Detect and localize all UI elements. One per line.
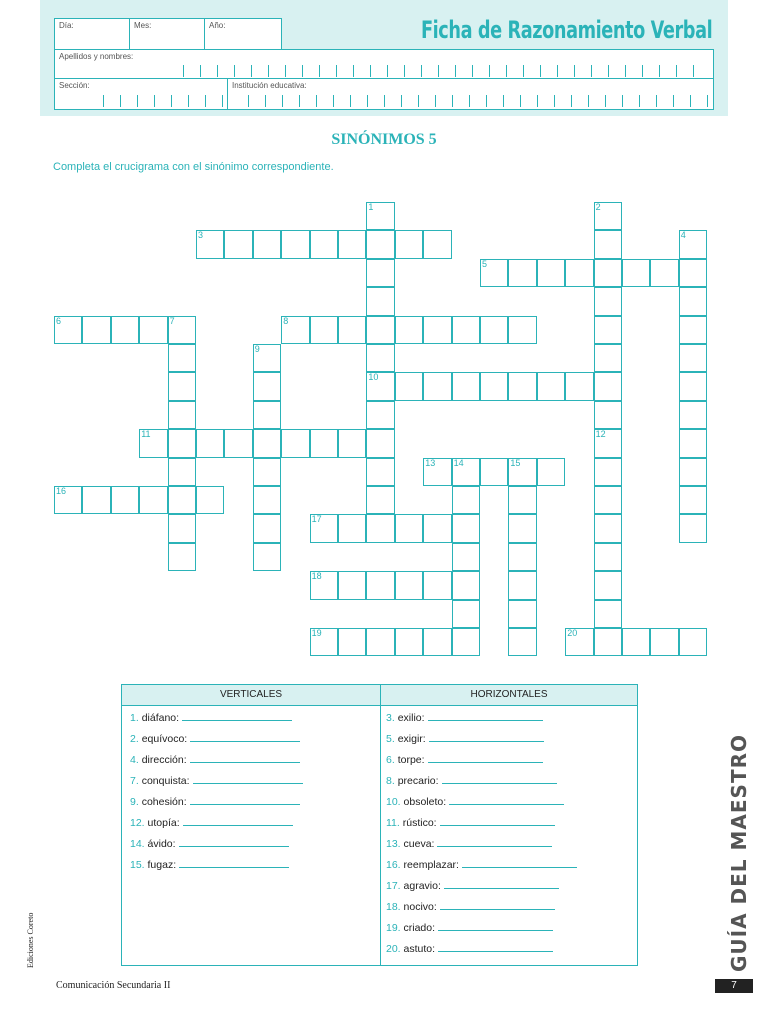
answer-line[interactable] [190, 732, 300, 742]
crossword-cell[interactable] [537, 458, 565, 486]
crossword-cell[interactable] [281, 429, 309, 457]
month-label: Mes: [134, 21, 152, 30]
answer-line[interactable] [444, 879, 559, 889]
clue-item-word: conquista: [141, 775, 190, 787]
crossword-cell[interactable] [537, 372, 565, 400]
clue-item [130, 753, 300, 766]
clue-number: 7 [169, 315, 175, 326]
crossword-cell[interactable] [338, 230, 366, 258]
clue-item-word: equívoco: [141, 733, 188, 745]
clue-number: 15 [510, 457, 521, 468]
clue-item [386, 858, 577, 871]
clue-item [386, 732, 544, 745]
clue-number: 13 [425, 457, 436, 468]
clue-item-word: exilio: [397, 712, 425, 724]
crossword-cell[interactable] [508, 316, 536, 344]
crossword-cell[interactable] [111, 316, 139, 344]
crossword-cell[interactable] [594, 458, 622, 486]
crossword-cell[interactable] [423, 628, 451, 656]
crossword-cell[interactable] [253, 514, 281, 542]
clue-number: 19 [311, 628, 322, 638]
answer-line[interactable] [190, 753, 300, 763]
crossword-cell[interactable] [423, 230, 451, 258]
answer-line[interactable] [438, 942, 553, 952]
clue-item [386, 774, 557, 787]
clue-item-word: dirección: [141, 754, 187, 766]
crossword-cell[interactable] [622, 628, 650, 656]
clue-item [386, 753, 543, 766]
crossword-cell[interactable] [679, 628, 707, 656]
crossword-cell[interactable] [196, 486, 224, 514]
crossword-cell[interactable] [82, 486, 110, 514]
guia-del-maestro-label [727, 700, 753, 975]
crossword-cell[interactable] [423, 514, 451, 542]
institution-ticks [248, 95, 708, 107]
crossword-cell[interactable] [594, 543, 622, 571]
clue-item-word: diáfano: [141, 712, 180, 724]
clue-item-number: 4. [130, 754, 142, 766]
clue-item-word: exigir: [397, 733, 426, 745]
horizontales-header: HORIZONTALES [381, 685, 637, 706]
clue-number: 10 [368, 372, 379, 383]
crossword-cell[interactable] [281, 230, 309, 258]
clue-item-word: cueva: [403, 838, 435, 850]
crossword-cell[interactable] [452, 316, 480, 344]
name-ticks [183, 65, 709, 77]
clue-item [386, 795, 564, 808]
answer-line[interactable] [179, 858, 289, 868]
crossword-cell[interactable] [338, 429, 366, 457]
clue-item-number: 18. [386, 901, 404, 913]
crossword-cell[interactable] [508, 600, 536, 628]
crossword-cell[interactable] [366, 401, 394, 429]
crossword-cell[interactable] [508, 372, 536, 400]
clue-item-word: obsoleto: [403, 796, 447, 808]
clue-number: 16 [56, 486, 67, 496]
clue-item-word: utopía: [147, 817, 180, 829]
clue-item [386, 921, 553, 934]
crossword-cell[interactable] [310, 230, 338, 258]
answer-line[interactable] [438, 921, 553, 931]
answer-line[interactable] [183, 816, 293, 826]
crossword-cell[interactable] [366, 458, 394, 486]
clue-number: 2 [595, 202, 601, 212]
clue-number: 6 [56, 315, 62, 326]
clue-number: 20 [567, 628, 578, 638]
clue-item [386, 816, 555, 829]
crossword-cell[interactable] [423, 372, 451, 400]
clue-item [386, 711, 543, 724]
header-band [40, 0, 728, 116]
verticales-header: VERTICALES [122, 685, 380, 706]
clue-item [386, 942, 553, 955]
section-field[interactable] [54, 78, 228, 110]
crossword-cell[interactable] [679, 458, 707, 486]
clue-item-number: 14. [130, 838, 148, 850]
clue-item [130, 732, 300, 745]
month-field[interactable] [129, 18, 205, 50]
crossword-cell[interactable] [366, 344, 394, 372]
answer-line[interactable] [437, 837, 552, 847]
crossword-cell[interactable] [111, 486, 139, 514]
crossword-cell[interactable] [366, 628, 394, 656]
crossword-cell[interactable] [508, 571, 536, 599]
section-ticks [103, 95, 223, 107]
crossword-cell[interactable] [366, 571, 394, 599]
crossword-cell[interactable] [679, 401, 707, 429]
institution-field[interactable] [227, 78, 714, 110]
crossword-cell[interactable] [452, 600, 480, 628]
crossword-cell[interactable] [253, 372, 281, 400]
answer-line[interactable] [440, 900, 555, 910]
crossword-cell[interactable] [594, 287, 622, 315]
crossword-cell[interactable] [196, 429, 224, 457]
clues-table [121, 684, 638, 966]
answer-line[interactable] [193, 774, 303, 784]
clue-item-word: precario: [397, 775, 439, 787]
crossword-cell[interactable] [253, 486, 281, 514]
clue-item [130, 837, 289, 850]
crossword-cell[interactable] [594, 344, 622, 372]
crossword-cell[interactable] [480, 372, 508, 400]
clue-item-word: fugaz: [147, 859, 177, 871]
clue-item-number: 12. [130, 817, 148, 829]
instruction: Completa el crucigrama con el sinónimo correspondiente. [53, 161, 334, 173]
clue-item [386, 879, 559, 892]
crossword-cell[interactable] [253, 429, 281, 457]
clue-item-number: 17. [386, 880, 404, 892]
crossword-cell[interactable] [395, 628, 423, 656]
crossword-cell[interactable] [395, 316, 423, 344]
clue-number: 11 [141, 429, 151, 440]
crossword-cell[interactable] [310, 429, 338, 457]
crossword-cell[interactable] [168, 429, 196, 457]
clue-item-word: astuto: [403, 943, 436, 955]
answer-line[interactable] [190, 795, 300, 805]
clue-item [386, 900, 555, 913]
clue-number: 12 [595, 429, 606, 440]
crossword-cell[interactable] [594, 230, 622, 258]
crossword-cell[interactable] [366, 287, 394, 315]
crossword-cell[interactable] [168, 344, 196, 372]
day-label: Día: [59, 21, 74, 30]
clue-item-number: 9. [130, 796, 142, 808]
name-field[interactable] [54, 49, 714, 79]
clue-number: 8 [283, 315, 289, 326]
crossword-cell[interactable] [310, 316, 338, 344]
crossword-cell[interactable] [565, 259, 593, 287]
side-label-text: GUÍA DEL MAESTRO [727, 733, 751, 972]
clue-item-word: agravio: [403, 880, 441, 892]
crossword-cell[interactable] [594, 486, 622, 514]
crossword-cell[interactable] [508, 628, 536, 656]
crossword-cell[interactable] [452, 543, 480, 571]
crossword-cell[interactable] [224, 230, 252, 258]
clue-number: 14 [453, 457, 464, 468]
clue-item-number: 19. [386, 922, 404, 934]
crossword-cell[interactable] [679, 316, 707, 344]
day-field[interactable] [54, 18, 130, 50]
clue-item-word: nocivo: [403, 901, 437, 913]
clue-item-number: 6. [386, 754, 398, 766]
crossword-cell[interactable] [366, 514, 394, 542]
crossword-cell[interactable] [537, 259, 565, 287]
crossword-cell[interactable] [139, 316, 167, 344]
clue-item [386, 837, 552, 850]
page-number: 7 [715, 979, 753, 993]
crossword-cell[interactable] [452, 571, 480, 599]
answer-line[interactable] [428, 711, 543, 721]
crossword-cell[interactable] [508, 486, 536, 514]
institution-label: Institución educativa: [232, 81, 307, 90]
clue-item-number: 2. [130, 733, 142, 745]
crossword-cell[interactable] [679, 259, 707, 287]
crossword-cell[interactable] [253, 230, 281, 258]
crossword-cell[interactable] [395, 571, 423, 599]
crossword-cell[interactable] [508, 259, 536, 287]
crossword-cell[interactable] [650, 259, 678, 287]
crossword-cell[interactable] [594, 600, 622, 628]
clue-item-word: ávido: [147, 838, 176, 850]
crossword-cell[interactable] [650, 628, 678, 656]
clue-item-number: 15. [130, 859, 148, 871]
crossword-cell[interactable] [253, 401, 281, 429]
crossword-cell[interactable] [139, 486, 167, 514]
answer-line[interactable] [440, 816, 555, 826]
crossword-cell[interactable] [679, 429, 707, 457]
clue-item-word: criado: [403, 922, 436, 934]
clue-item [130, 711, 292, 724]
crossword-cell[interactable] [423, 316, 451, 344]
crossword-cell[interactable] [366, 259, 394, 287]
crossword-cell[interactable] [594, 571, 622, 599]
answer-line[interactable] [442, 774, 557, 784]
clue-number: 5 [482, 258, 488, 269]
clue-number: 1 [368, 202, 374, 212]
clue-item-number: 20. [386, 943, 404, 955]
clue-item [130, 795, 300, 808]
crossword-cell[interactable] [679, 486, 707, 514]
clue-number: 18 [311, 571, 322, 582]
clue-item-word: torpe: [397, 754, 425, 766]
crossword-cell[interactable] [622, 259, 650, 287]
crossword-cell[interactable] [480, 458, 508, 486]
clue-item [130, 774, 303, 787]
crossword-cell[interactable] [366, 316, 394, 344]
crossword-cell[interactable] [452, 486, 480, 514]
crossword-cell[interactable] [594, 259, 622, 287]
clue-item-number: 10. [386, 796, 404, 808]
name-label: Apellidos y nombres: [59, 52, 134, 61]
crossword-cell[interactable] [168, 543, 196, 571]
clue-item [130, 816, 293, 829]
crossword-cell[interactable] [679, 372, 707, 400]
clue-item-number: 7. [130, 775, 142, 787]
clue-item-number: 16. [386, 859, 404, 871]
year-label: Año: [209, 21, 226, 30]
crossword-cell[interactable] [338, 571, 366, 599]
crossword-cell[interactable] [338, 316, 366, 344]
crossword-cell[interactable] [480, 316, 508, 344]
crossword-cell[interactable] [594, 372, 622, 400]
clue-number: 9 [254, 344, 260, 354]
crossword-cell[interactable] [338, 628, 366, 656]
clue-item-number: 3. [386, 712, 398, 724]
crossword-cell[interactable] [253, 458, 281, 486]
crossword-cell[interactable] [452, 628, 480, 656]
clue-item-number: 1. [130, 712, 142, 724]
answer-line[interactable] [179, 837, 289, 847]
crossword-cell[interactable] [366, 429, 394, 457]
clue-item-number: 11. [386, 817, 403, 829]
sheet-title: Ficha de Razonamiento Verbal [420, 16, 712, 44]
publisher-mark [22, 890, 38, 970]
clue-item-number: 8. [386, 775, 398, 787]
crossword-cell[interactable] [594, 401, 622, 429]
crossword-cell[interactable] [452, 372, 480, 400]
clue-number: 17 [311, 514, 322, 525]
clue-item-number: 13. [386, 838, 404, 850]
clue-item-word: rústico: [402, 817, 437, 829]
crossword-cell[interactable] [366, 486, 394, 514]
crossword-cell[interactable] [594, 628, 622, 656]
crossword-cell[interactable] [395, 230, 423, 258]
crossword-cell[interactable] [168, 401, 196, 429]
crossword-cell[interactable] [82, 316, 110, 344]
crossword-cell[interactable] [679, 344, 707, 372]
crossword-cell[interactable] [168, 372, 196, 400]
section-label: Sección: [59, 81, 90, 90]
page-title: SINÓNIMOS 5 [331, 131, 437, 148]
crossword-cell[interactable] [253, 543, 281, 571]
crossword-cell[interactable] [338, 514, 366, 542]
answer-line[interactable] [182, 711, 292, 721]
year-field[interactable] [204, 18, 282, 50]
crossword-cell[interactable] [423, 571, 451, 599]
answer-line[interactable] [462, 858, 577, 868]
clue-number: 3 [198, 230, 204, 241]
answer-line[interactable] [428, 753, 543, 763]
crossword-cell[interactable] [395, 372, 423, 400]
crossword-cell[interactable] [395, 514, 423, 542]
crossword-cell[interactable] [452, 514, 480, 542]
answer-line[interactable] [449, 795, 564, 805]
crossword-cell[interactable] [168, 458, 196, 486]
crossword-cell[interactable] [224, 429, 252, 457]
clue-item [130, 858, 289, 871]
answer-line[interactable] [429, 732, 544, 742]
crossword-cell[interactable] [366, 230, 394, 258]
crossword-cell[interactable] [679, 287, 707, 315]
footer-text: Comunicación Secundaria II [56, 980, 171, 991]
crossword-cell[interactable] [594, 514, 622, 542]
column-divider [380, 685, 381, 965]
publisher-text: Ediciones Coreto [26, 912, 35, 968]
clue-number: 4 [680, 230, 686, 241]
crossword-cell[interactable] [508, 543, 536, 571]
crossword-cell[interactable] [168, 514, 196, 542]
crossword-cell[interactable] [594, 316, 622, 344]
crossword-cell[interactable] [565, 372, 593, 400]
crossword-cell[interactable] [168, 486, 196, 514]
clue-item-number: 5. [386, 733, 398, 745]
clue-item-word: reemplazar: [403, 859, 459, 871]
clue-item-word: cohesión: [141, 796, 187, 808]
crossword-cell[interactable] [508, 514, 536, 542]
crossword-cell[interactable] [679, 514, 707, 542]
